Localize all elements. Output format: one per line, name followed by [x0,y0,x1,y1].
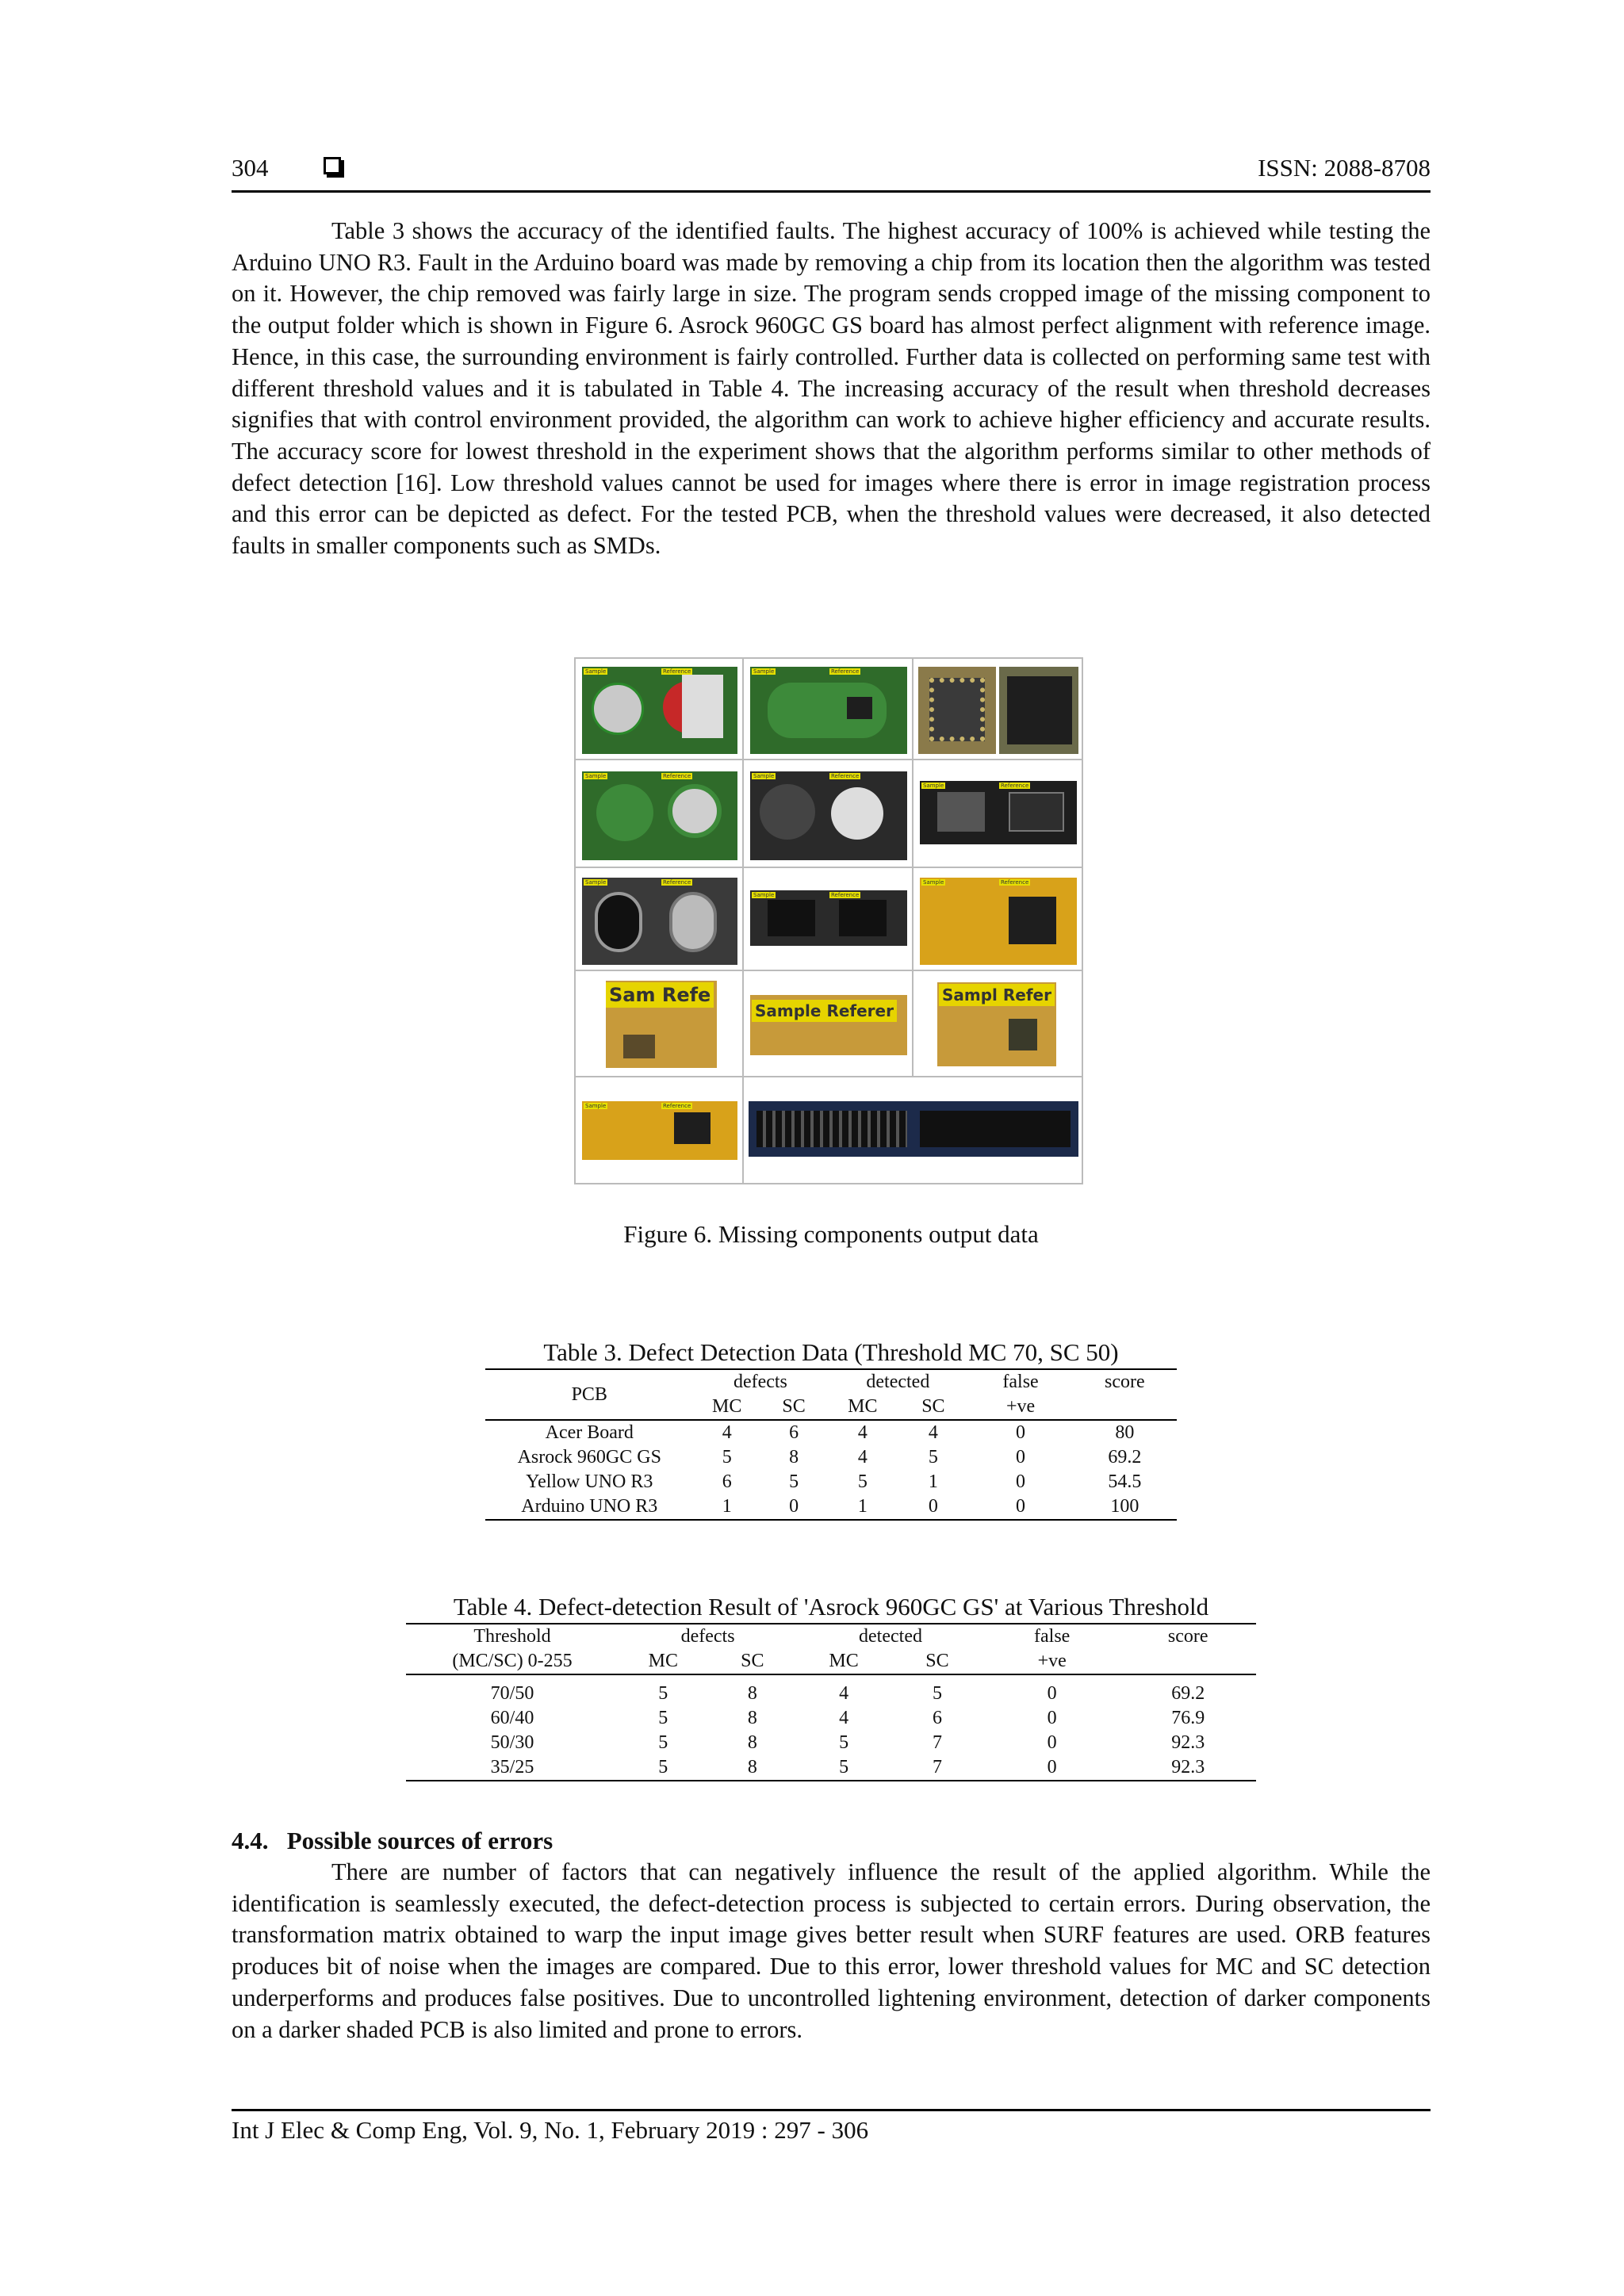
table-cell: 0 [928,1496,938,1517]
reference-label: Reference [1001,783,1029,789]
sample-label: Sample [585,879,607,886]
col-header-detected: detected [859,1626,922,1647]
table-cell: Arduino UNO R3 [521,1496,658,1517]
table-cell: 6 [789,1422,799,1443]
table-cell: 69.2 [1108,1447,1142,1468]
table-cell: 5 [658,1683,668,1704]
col-header-mc: MC [712,1396,742,1417]
table-cell: 35/25 [490,1757,534,1777]
table-cell: 5 [928,1447,938,1468]
table-row [485,1470,1177,1494]
col-header-score: score [1167,1626,1208,1647]
big-label: Sampl Refer [939,984,1055,1006]
sample-label: Sample [753,892,775,898]
sample-label: Sample [585,773,607,779]
table-cell: 5 [857,1471,868,1492]
sample-label: Sample [753,668,775,675]
table-cell: 4 [722,1422,732,1443]
sample-label: Sample [923,879,944,886]
table-cell: 5 [839,1757,849,1777]
table-cell: Acer Board [545,1422,634,1443]
figure-cell [914,659,1083,760]
reference-label: Reference [831,668,860,675]
sample-label: Sample [753,773,775,779]
big-label: Sample Referer [752,1000,897,1022]
table-cell: 92.3 [1171,1757,1205,1777]
big-label: Sam Refe [606,982,714,1008]
table-cell: 50/30 [490,1732,534,1753]
table-4 [406,1591,1256,1781]
col-header-score: score [1105,1372,1145,1392]
header-rule [232,190,1431,193]
col-header-range: (MC/SC) 0-255 [452,1651,573,1671]
table-cell: 0 [1047,1683,1057,1704]
col-header-false: false [1034,1626,1071,1647]
table-cell: 1 [857,1496,868,1517]
figure-cell [744,760,914,868]
col-header-sc: SC [925,1651,949,1671]
table-cell: 0 [1016,1471,1026,1492]
table-cell: Yellow UNO R3 [526,1471,653,1492]
figure-cell [576,659,744,760]
table-cell: 4 [928,1422,938,1443]
table-3-caption: Table 3. Defect Detection Data (Threshold MC 70, SC 50) [485,1337,1177,1370]
footer: Int J Elec & Comp Eng, Vol. 9, No. 1, February 2019 : 297 - 306 [232,2109,1431,2146]
table-3 [485,1337,1177,1521]
figure-cell [576,1077,744,1184]
table-cell: 80 [1115,1422,1135,1443]
table-cell: 70/50 [490,1683,534,1704]
body-paragraph-1: Table 3 shows the accuracy of the identified faults. The highest accuracy of 100% is achieved while testing the Arduino UNO R3. Fault in the Arduino board was made by removing a chip from its location then the algorithm was tested on it. However, the chip removed was fairly large in size. The program sends cropped image of the missing component to the output folder which is shown in Figure 6. Asrock 960GC GS board has almost perfect alignment with reference image. Hence, in this case, the surrounding environment is fairly controlled. Further data is collected on performing same test with different threshold values and it is tabulated in Table 4. The increasing accuracy of the result when threshold decreases signifies that with control environment provided, the algorithm can work to achieve higher efficiency and accurate results. The accuracy score for lowest threshold in the experiment shows that the algorithm performs similar to other methods of defect detection [16]. Low threshold values cannot be used for images where there is error in image registration process and this error can be depicted as defect. For the tested PCB, when the threshold values were decreased, it also detected faults in smaller components such as SMDs. [232,217,1431,560]
figure-6 [574,657,1083,1184]
table-cell: 4 [857,1447,868,1468]
table-row [406,1706,1256,1731]
table-cell: 8 [789,1447,799,1468]
table-cell: Asrock 960GC GS [517,1447,661,1468]
table-cell: 92.3 [1171,1732,1205,1753]
table-cell: 6 [932,1708,942,1728]
col-header-ve: +ve [1005,1396,1036,1417]
figure-cell [744,659,914,760]
col-header-defects: defects [733,1372,787,1392]
issn: ISSN: 2088-8708 [1258,154,1431,182]
section-heading: 4.4. Possible sources of errors [232,1827,553,1854]
col-header-sc: SC [741,1651,764,1671]
reference-label: Reference [663,773,691,779]
table-cell: 8 [747,1732,757,1753]
reference-label: Reference [663,879,691,886]
table-cell: 0 [1016,1447,1026,1468]
table-cell: 5 [932,1683,942,1704]
table-cell: 54.5 [1108,1471,1142,1492]
reference-label: Reference [1001,879,1029,886]
figure-cell [914,868,1083,971]
table-row [485,1445,1177,1470]
table-cell: 1 [722,1496,732,1517]
table-cell: 6 [722,1471,732,1492]
reference-label: Reference [831,773,860,779]
col-header-false: false [1002,1372,1039,1392]
table-cell: 4 [839,1683,849,1704]
table-cell: 8 [747,1683,757,1704]
table-cell: 5 [658,1732,668,1753]
figure-cell [914,760,1083,868]
col-header-pcb: PCB [571,1383,607,1405]
table-cell: 5 [839,1732,849,1753]
table-4-caption: Table 4. Defect-detection Result of 'Asrock 960GC GS' at Various Threshold [406,1591,1256,1624]
table-row [406,1682,1256,1706]
col-header-detected: detected [866,1372,930,1392]
table-cell: 60/40 [490,1708,534,1728]
table-cell: 7 [932,1757,942,1777]
sample-label: Sample [585,668,607,675]
table-cell: 76.9 [1171,1708,1205,1728]
figure-cell [744,971,914,1077]
table-cell: 4 [857,1422,868,1443]
reference-label: Reference [831,892,860,898]
table-cell: 4 [839,1708,849,1728]
reference-label: Reference [663,668,691,675]
table-cell: 0 [1047,1757,1057,1777]
table-cell: 8 [747,1708,757,1728]
table-cell: 0 [1016,1422,1026,1443]
table-cell: 1 [928,1471,938,1492]
col-header-sc: SC [921,1396,945,1417]
reference-label: Reference [663,1103,691,1109]
table-row [406,1731,1256,1755]
col-header-mc: MC [848,1396,878,1417]
table-cell: 7 [932,1732,942,1753]
figure-cell [744,1077,1083,1184]
col-header-mc: MC [829,1651,859,1671]
table-row [485,1420,1177,1445]
figure-cell [576,760,744,868]
sample-label: Sample [923,783,944,789]
table-cell: 0 [1047,1732,1057,1753]
figure-cell [576,971,744,1077]
figure-cell [914,971,1083,1077]
table-cell: 5 [658,1708,668,1728]
col-header-ve: +ve [1037,1651,1067,1671]
sample-label: Sample [585,1103,607,1109]
table-cell: 5 [722,1447,732,1468]
table-cell: 0 [789,1496,799,1517]
body-paragraph-2: There are number of factors that can negatively influence the result of the applied algorithm. While the identification is seamlessly executed, the defect-detection process is subjected to certain errors. During observation, the transformation matrix obtained to warp the input image gives better result when SURF features are used. ORB features produces bit of noise when the images are compared. Due to this error, lower threshold values for MC and SC detection underperforms and produces false positives. Due to uncontrolled lightening environment, detection of darker components on a darker shaded PCB is also limited and prone to errors. [232,1858,1431,2043]
table-cell: 100 [1110,1496,1139,1517]
table-cell: 0 [1047,1708,1057,1728]
checkbox-icon [324,157,341,174]
col-header-threshold: Threshold [473,1626,551,1647]
table-cell: 5 [789,1471,799,1492]
table-row [406,1755,1256,1781]
col-header-mc: MC [648,1651,678,1671]
table-cell: 69.2 [1171,1683,1205,1704]
figure-cell [744,868,914,971]
table-row [485,1494,1177,1520]
col-header-defects: defects [680,1626,735,1647]
table-cell: 5 [658,1757,668,1777]
page-number: 304 [232,154,269,182]
col-header-sc: SC [782,1396,806,1417]
table-cell: 0 [1016,1496,1026,1517]
figure-caption: Figure 6. Missing components output data [623,1220,1039,1248]
table-cell: 8 [747,1757,757,1777]
figure-cell [576,868,744,971]
